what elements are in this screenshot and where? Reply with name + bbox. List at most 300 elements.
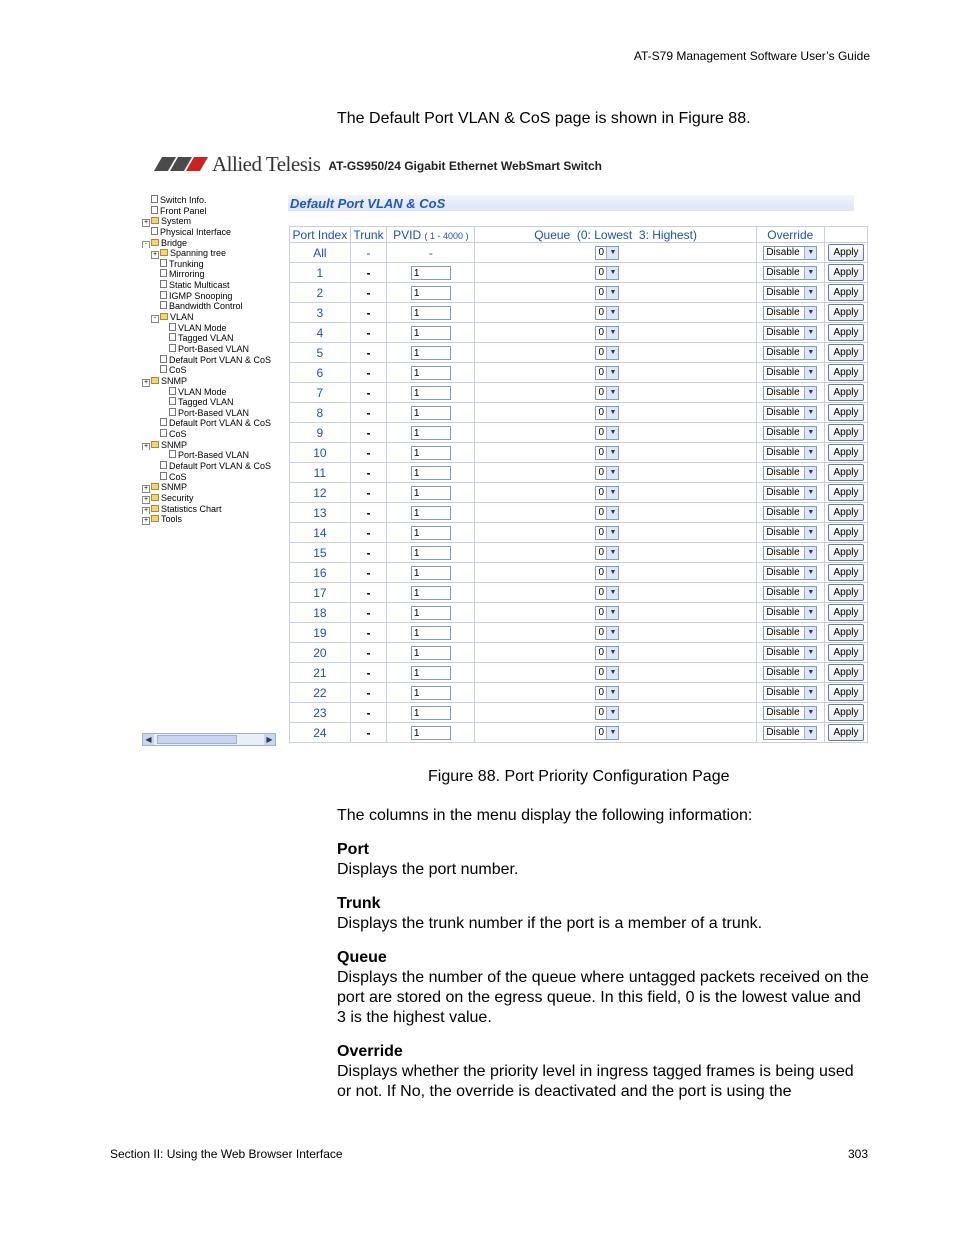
chevron-down-icon: ▼ <box>804 627 816 639</box>
apply-button[interactable]: Apply <box>828 324 864 341</box>
override-value: Disable <box>766 247 800 259</box>
chevron-down-icon: ▼ <box>606 687 618 699</box>
override-value: Disable <box>766 327 800 339</box>
pvid-cell <box>387 643 475 663</box>
tree-item[interactable] <box>142 195 280 206</box>
override-select[interactable] <box>763 626 817 640</box>
tree-item[interactable] <box>142 206 280 217</box>
queue-select[interactable] <box>595 606 619 620</box>
queue-select[interactable] <box>595 266 619 280</box>
port-cell: 10 <box>290 443 351 463</box>
queue-select[interactable] <box>595 466 619 480</box>
port-cell: 15 <box>290 543 351 563</box>
override-value: Disable <box>766 267 800 279</box>
queue-select[interactable] <box>595 546 619 560</box>
pvid-input[interactable]: 1 <box>411 306 451 320</box>
expand-icon[interactable]: + <box>152 251 158 259</box>
pvid-input[interactable]: 1 <box>411 566 451 580</box>
queue-select[interactable] <box>595 426 619 440</box>
model-name: AT-GS950/24 Gigabit Ethernet WebSmart Switch <box>328 159 603 173</box>
tree-item[interactable] <box>142 387 280 398</box>
port-cell: 5 <box>290 343 351 363</box>
figure-caption: Figure 88. Port Priority Configuration Page <box>428 768 730 785</box>
override-cell <box>756 423 824 443</box>
col-override: Override <box>756 227 824 243</box>
queue-value: 0 <box>598 427 605 439</box>
page-icon <box>151 195 158 203</box>
chevron-down-icon: ▼ <box>606 727 618 739</box>
override-select[interactable] <box>763 646 817 660</box>
pvid-cell <box>387 663 475 683</box>
folder-icon <box>151 483 159 490</box>
apply-button[interactable]: Apply <box>828 444 864 461</box>
tree-item[interactable] <box>142 514 280 525</box>
queue-value: 0 <box>598 527 605 539</box>
queue-value: 0 <box>598 327 605 339</box>
pvid-input[interactable]: 1 <box>411 286 451 300</box>
apply-cell <box>824 323 867 343</box>
tree-item[interactable] <box>142 216 280 227</box>
table-row <box>290 603 868 623</box>
folder-icon <box>160 313 168 320</box>
chevron-down-icon: ▼ <box>804 307 816 319</box>
override-select[interactable] <box>763 726 817 740</box>
apply-cell <box>824 543 867 563</box>
apply-button[interactable]: Apply <box>828 344 864 361</box>
override-value: Disable <box>766 407 800 419</box>
queue-select[interactable] <box>595 646 619 660</box>
override-select[interactable] <box>763 406 817 420</box>
apply-button[interactable]: Apply <box>828 284 864 301</box>
apply-button[interactable]: Apply <box>828 524 864 541</box>
override-cell <box>756 583 824 603</box>
expand-icon[interactable]: + <box>143 442 149 450</box>
pvid-input[interactable]: 1 <box>411 626 451 640</box>
trunk-cell: - <box>350 443 386 463</box>
apply-button[interactable]: Apply <box>828 464 864 481</box>
trunk-cell: - <box>350 723 386 743</box>
chevron-down-icon: ▼ <box>804 247 816 259</box>
queue-select[interactable] <box>595 586 619 600</box>
queue-select[interactable] <box>595 446 619 460</box>
apply-button[interactable]: Apply <box>828 264 864 281</box>
trunk-cell: - <box>350 483 386 503</box>
queue-select[interactable] <box>595 286 619 300</box>
page-icon <box>160 280 167 288</box>
apply-cell <box>824 483 867 503</box>
tree-item-label: Trunking <box>169 258 204 269</box>
apply-cell <box>824 423 867 443</box>
chevron-down-icon: ▼ <box>804 487 816 499</box>
override-select[interactable] <box>763 606 817 620</box>
override-select[interactable] <box>763 266 817 280</box>
queue-select[interactable] <box>595 526 619 540</box>
tree-item[interactable] <box>142 344 280 355</box>
queue-select[interactable] <box>595 486 619 500</box>
override-cell <box>756 503 824 523</box>
table-row-all <box>290 243 868 263</box>
brand-logo <box>158 153 602 175</box>
pvid-input[interactable]: 1 <box>411 526 451 540</box>
tree-item[interactable] <box>142 238 280 249</box>
page-icon <box>160 461 167 469</box>
override-select[interactable] <box>763 366 817 380</box>
table-row <box>290 283 868 303</box>
page-icon <box>160 472 167 480</box>
definitions-list <box>337 840 872 1102</box>
tree-item[interactable] <box>142 323 280 334</box>
override-select[interactable] <box>763 466 817 480</box>
apply-button[interactable]: Apply <box>828 484 864 501</box>
queue-cell <box>475 603 756 623</box>
override-cell <box>756 363 824 383</box>
screenshot-figure <box>140 145 868 747</box>
override-cell <box>756 523 824 543</box>
pvid-input[interactable]: 1 <box>411 426 451 440</box>
chevron-down-icon: ▼ <box>804 347 816 359</box>
chevron-down-icon: ▼ <box>804 687 816 699</box>
collapse-icon[interactable]: - <box>142 241 150 249</box>
pvid-input[interactable]: 1 <box>411 726 451 740</box>
trunk-cell: - <box>350 663 386 683</box>
apply-cell <box>824 303 867 323</box>
queue-select[interactable] <box>595 386 619 400</box>
override-select[interactable] <box>763 426 817 440</box>
term-description: Displays the port number. <box>337 861 519 878</box>
trunk-cell: - <box>350 603 386 623</box>
queue-select[interactable] <box>595 706 619 720</box>
override-select[interactable] <box>763 686 817 700</box>
scroll-right-icon[interactable]: ▶ <box>264 734 275 745</box>
queue-select[interactable] <box>595 566 619 580</box>
chevron-down-icon: ▼ <box>606 507 618 519</box>
tree-item[interactable] <box>142 397 280 408</box>
pvid-input[interactable]: 1 <box>411 606 451 620</box>
override-select[interactable] <box>763 246 817 260</box>
port-cell: 16 <box>290 563 351 583</box>
override-cell <box>756 703 824 723</box>
queue-select[interactable] <box>595 406 619 420</box>
apply-button[interactable]: Apply <box>828 544 864 561</box>
chevron-down-icon: ▼ <box>804 267 816 279</box>
override-select[interactable] <box>763 506 817 520</box>
override-value: Disable <box>766 507 800 519</box>
queue-cell <box>475 523 756 543</box>
apply-button[interactable]: Apply <box>828 624 864 641</box>
override-cell <box>756 563 824 583</box>
tree-item-label: Spanning tree <box>170 248 227 259</box>
table-row <box>290 683 868 703</box>
pvid-input[interactable]: 1 <box>411 346 451 360</box>
scroll-thumb[interactable] <box>157 735 237 744</box>
tree-item-label: Physical Interface <box>160 226 232 237</box>
override-value: Disable <box>766 367 800 379</box>
apply-button[interactable]: Apply <box>828 724 864 741</box>
tree-item[interactable] <box>142 376 280 387</box>
apply-cell <box>824 663 867 683</box>
trunk-cell: - <box>350 523 386 543</box>
apply-button[interactable]: Apply <box>828 364 864 381</box>
pvid-input[interactable]: 1 <box>411 446 451 460</box>
tree-item[interactable] <box>142 482 280 493</box>
port-cell: 24 <box>290 723 351 743</box>
chevron-down-icon: ▼ <box>804 387 816 399</box>
apply-button[interactable]: Apply <box>828 584 864 601</box>
override-select[interactable] <box>763 286 817 300</box>
trunk-cell: - <box>350 403 386 423</box>
chevron-down-icon: ▼ <box>606 287 618 299</box>
term-label: Queue <box>337 949 387 966</box>
pvid-input[interactable]: 1 <box>411 326 451 340</box>
tree-item-label: VLAN Mode <box>178 386 227 397</box>
pvid-input[interactable]: 1 <box>411 406 451 420</box>
collapse-icon[interactable]: - <box>151 315 159 323</box>
tree-item[interactable] <box>142 259 280 270</box>
tree-item-label: Tagged VLAN <box>178 397 234 408</box>
pvid-input[interactable]: 1 <box>411 646 451 660</box>
tree-item[interactable] <box>142 312 280 323</box>
tree-item[interactable] <box>142 429 280 440</box>
apply-cell <box>824 403 867 423</box>
pvid-input[interactable]: 1 <box>411 586 451 600</box>
tree-scrollbar[interactable] <box>142 733 276 746</box>
tree-item[interactable] <box>142 227 280 238</box>
port-cell: All <box>290 243 351 263</box>
expand-icon[interactable]: + <box>143 495 149 503</box>
pvid-input[interactable]: 1 <box>411 486 451 500</box>
queue-cell <box>475 503 756 523</box>
page-icon <box>160 259 167 267</box>
tree-item[interactable] <box>142 365 280 376</box>
override-cell <box>756 643 824 663</box>
apply-button[interactable]: Apply <box>828 664 864 681</box>
page-icon <box>151 206 158 214</box>
tree-item-label: Security <box>161 492 194 503</box>
table-row <box>290 663 868 683</box>
table-row <box>290 323 868 343</box>
tree-item[interactable] <box>142 504 280 515</box>
chevron-down-icon: ▼ <box>606 647 618 659</box>
override-select[interactable] <box>763 346 817 360</box>
pvid-input[interactable]: 1 <box>411 686 451 700</box>
apply-cell <box>824 623 867 643</box>
apply-cell <box>824 723 867 743</box>
queue-cell <box>475 343 756 363</box>
queue-select[interactable] <box>595 506 619 520</box>
override-select[interactable] <box>763 486 817 500</box>
page-icon <box>169 450 176 458</box>
tree-item[interactable] <box>142 269 280 280</box>
pvid-input[interactable]: 1 <box>411 366 451 380</box>
pvid-input[interactable]: 1 <box>411 266 451 280</box>
apply-cell <box>824 383 867 403</box>
apply-button[interactable]: Apply <box>828 564 864 581</box>
pvid-input[interactable]: 1 <box>411 706 451 720</box>
col-port-index: Port Index <box>290 227 351 243</box>
override-select[interactable] <box>763 666 817 680</box>
queue-cell <box>475 323 756 343</box>
pvid-cell <box>387 563 475 583</box>
folder-icon <box>151 441 159 448</box>
queue-value: 0 <box>598 587 605 599</box>
queue-select[interactable] <box>595 326 619 340</box>
expand-icon[interactable]: + <box>143 219 149 227</box>
chevron-down-icon: ▼ <box>606 607 618 619</box>
queue-select[interactable] <box>595 626 619 640</box>
port-cell: 23 <box>290 703 351 723</box>
trunk-cell: - <box>350 423 386 443</box>
override-value: Disable <box>766 527 800 539</box>
override-value: Disable <box>766 567 800 579</box>
override-cell <box>756 683 824 703</box>
queue-cell <box>475 643 756 663</box>
expand-icon[interactable]: + <box>143 378 149 386</box>
override-select[interactable] <box>763 386 817 400</box>
queue-cell <box>475 403 756 423</box>
queue-select[interactable] <box>595 666 619 680</box>
pvid-cell <box>387 343 475 363</box>
tree-item[interactable] <box>142 472 280 483</box>
trunk-cell: - <box>350 503 386 523</box>
queue-value: 0 <box>598 447 605 459</box>
queue-value: 0 <box>598 547 605 559</box>
tree-item-label: Default Port VLAN & CoS <box>169 461 272 472</box>
chevron-down-icon: ▼ <box>804 327 816 339</box>
apply-button[interactable]: Apply <box>828 304 864 321</box>
override-select[interactable] <box>763 546 817 560</box>
queue-select[interactable] <box>595 246 619 260</box>
pvid-input[interactable]: 1 <box>411 546 451 560</box>
tree-item[interactable] <box>142 493 280 504</box>
port-cell: 21 <box>290 663 351 683</box>
tree-item[interactable] <box>142 333 280 344</box>
expand-icon[interactable]: + <box>143 506 149 514</box>
queue-select[interactable] <box>595 726 619 740</box>
port-cell: 20 <box>290 643 351 663</box>
queue-select[interactable] <box>595 306 619 320</box>
tree-item[interactable] <box>142 248 280 259</box>
queue-cell <box>475 563 756 583</box>
allied-telesis-logo-icon <box>158 157 206 171</box>
override-select[interactable] <box>763 586 817 600</box>
port-cell: 22 <box>290 683 351 703</box>
tree-item[interactable] <box>142 291 280 302</box>
tree-item[interactable] <box>142 355 280 366</box>
queue-cell <box>475 303 756 323</box>
override-cell <box>756 723 824 743</box>
apply-cell <box>824 583 867 603</box>
apply-button[interactable]: Apply <box>828 504 864 521</box>
tree-item[interactable] <box>142 461 280 472</box>
tree-item-label: Bandwidth Control <box>169 301 243 312</box>
trunk-cell: - <box>350 303 386 323</box>
tree-item[interactable] <box>142 408 280 419</box>
tree-item-label: CoS <box>169 471 187 482</box>
tree-item-label: VLAN Mode <box>178 322 227 333</box>
queue-cell <box>475 243 756 263</box>
override-value: Disable <box>766 587 800 599</box>
apply-button[interactable]: Apply <box>828 644 864 661</box>
table-row <box>290 543 868 563</box>
chevron-down-icon: ▼ <box>804 447 816 459</box>
override-select[interactable] <box>763 446 817 460</box>
apply-button[interactable]: Apply <box>828 684 864 701</box>
scroll-left-icon[interactable]: ◀ <box>143 734 154 745</box>
tree-item[interactable] <box>142 418 280 429</box>
override-select[interactable] <box>763 706 817 720</box>
trunk-cell: - <box>350 583 386 603</box>
pvid-cell <box>387 443 475 463</box>
trunk-cell: - <box>350 243 386 263</box>
pvid-cell <box>387 363 475 383</box>
tree-item[interactable] <box>142 450 280 461</box>
expand-icon[interactable]: + <box>143 485 149 493</box>
apply-button[interactable]: Apply <box>828 424 864 441</box>
apply-button[interactable]: Apply <box>828 704 864 721</box>
chevron-down-icon: ▼ <box>804 587 816 599</box>
pvid-cell <box>387 283 475 303</box>
pvid-input[interactable]: 1 <box>411 466 451 480</box>
port-cell: 3 <box>290 303 351 323</box>
queue-select[interactable] <box>595 346 619 360</box>
apply-button[interactable]: Apply <box>828 604 864 621</box>
queue-select[interactable] <box>595 686 619 700</box>
override-cell <box>756 403 824 423</box>
apply-cell <box>824 683 867 703</box>
chevron-down-icon: ▼ <box>606 567 618 579</box>
override-select[interactable] <box>763 566 817 580</box>
override-cell <box>756 623 824 643</box>
pvid-cell <box>387 683 475 703</box>
apply-button[interactable]: Apply <box>828 384 864 401</box>
apply-button[interactable]: Apply <box>828 404 864 421</box>
override-value: Disable <box>766 287 800 299</box>
queue-select[interactable] <box>595 366 619 380</box>
tree-item[interactable] <box>142 301 280 312</box>
tree-item-label: CoS <box>169 365 187 376</box>
expand-icon[interactable]: + <box>143 517 149 525</box>
chevron-down-icon: ▼ <box>606 407 618 419</box>
override-value: Disable <box>766 347 800 359</box>
term-label: Trunk <box>337 895 381 912</box>
override-cell <box>756 663 824 683</box>
chevron-down-icon: ▼ <box>804 547 816 559</box>
tree-item-label: Tagged VLAN <box>178 333 234 344</box>
apply-cell <box>824 643 867 663</box>
pvid-cell <box>387 623 475 643</box>
apply-button[interactable]: Apply <box>828 244 864 261</box>
page-number: 303 <box>847 1147 868 1161</box>
override-select[interactable] <box>763 526 817 540</box>
pvid-input[interactable]: 1 <box>411 506 451 520</box>
folder-icon <box>151 217 159 224</box>
trunk-cell: - <box>350 283 386 303</box>
apply-cell <box>824 243 867 263</box>
override-select[interactable] <box>763 306 817 320</box>
tree-item[interactable] <box>142 440 280 451</box>
pvid-input[interactable]: 1 <box>411 386 451 400</box>
pvid-input[interactable]: 1 <box>411 666 451 680</box>
override-cell <box>756 603 824 623</box>
pvid-cell <box>387 383 475 403</box>
queue-cell <box>475 723 756 743</box>
queue-cell <box>475 663 756 683</box>
chevron-down-icon: ▼ <box>804 707 816 719</box>
tree-item[interactable] <box>142 280 280 291</box>
page-icon <box>169 408 176 416</box>
term-label: Port <box>337 841 369 858</box>
override-select[interactable] <box>763 326 817 340</box>
